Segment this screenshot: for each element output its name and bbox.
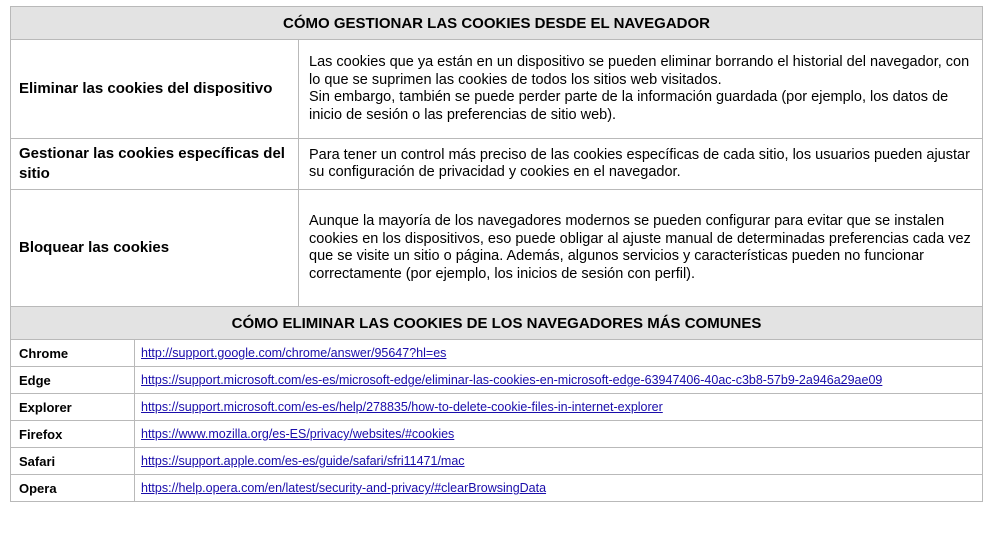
cookies-management-table xyxy=(10,6,983,502)
table-row xyxy=(11,40,983,139)
description-paragraph: Para tener un control más preciso de las cookies específicas de cada sitio, los usuarios pueden ajustar su configuración de privacidad y cookies en el navegador. xyxy=(309,146,970,180)
browser-link-safari[interactable]: https://support.apple.com/es-es/guide/safari/sfri11471/mac xyxy=(141,454,465,468)
browser-row-safari xyxy=(11,448,983,475)
row-description-delete xyxy=(299,40,983,139)
row-label-manage-site: Gestionar las cookies específicas del sitio xyxy=(11,139,299,190)
browser-name: Chrome xyxy=(11,340,135,367)
browser-link-opera[interactable]: https://help.opera.com/en/latest/security-and-privacy/#clearBrowsingData xyxy=(141,481,547,495)
section-title-manage: CÓMO GESTIONAR LAS COOKIES DESDE EL NAVEGADOR xyxy=(11,7,983,40)
browser-row-firefox xyxy=(11,421,983,448)
section-header-browsers xyxy=(11,307,983,340)
table-row xyxy=(11,190,983,307)
description-paragraph: Aunque la mayoría de los navegadores modernos se pueden configurar para evitar que se instalen cookies en los dispositivos, eso puede obligar al ajuste manual de determinadas preferencias cada vez que se visite un sitio o página. Además, algunos servicios y características pueden no funcionar correctamente (por ejemplo, los inicios de sesión con perfil). xyxy=(309,213,971,282)
browser-name: Explorer xyxy=(11,394,135,421)
browser-link-explorer[interactable]: https://support.microsoft.com/es-es/help/278835/how-to-delete-cookie-files-in-internet-explorer xyxy=(141,400,663,414)
browser-link-edge[interactable]: https://support.microsoft.com/es-es/microsoft-edge/eliminar-las-cookies-en-microsoft-edge-63947406-40ac-c3b8-57b9-2a946a29ae09 xyxy=(141,373,883,387)
browser-name: Safari xyxy=(11,448,135,475)
section-header-manage xyxy=(11,7,983,40)
browser-link-chrome[interactable]: http://support.google.com/chrome/answer/95647?hl=es xyxy=(141,346,447,360)
cookies-document xyxy=(10,6,982,502)
browser-name: Edge xyxy=(11,367,135,394)
table-row xyxy=(11,139,983,190)
browser-link-firefox[interactable]: https://www.mozilla.org/es-ES/privacy/websites/#cookies xyxy=(141,427,455,441)
browser-name: Opera xyxy=(11,475,135,502)
browser-row-edge xyxy=(11,367,983,394)
browser-row-opera xyxy=(11,475,983,502)
description-paragraph: Las cookies que ya están en un dispositivo se pueden eliminar borrando el historial del navegador, con lo que se suprimen las cookies de todos los sitios web visitados. xyxy=(309,54,970,88)
description-paragraph: Sin embargo, también se puede perder parte de la información guardada (por ejemplo, los datos de inicio de sesión o las preferencias de sitio web). xyxy=(309,89,949,123)
browser-name: Firefox xyxy=(11,421,135,448)
browser-row-chrome xyxy=(11,340,983,367)
row-description-block xyxy=(299,190,983,307)
row-label-block: Bloquear las cookies xyxy=(11,190,299,307)
row-description-manage-site xyxy=(299,139,983,190)
section-title-browsers: CÓMO ELIMINAR LAS COOKIES DE LOS NAVEGADORES MÁS COMUNES xyxy=(11,307,983,340)
browser-row-explorer xyxy=(11,394,983,421)
row-label-delete: Eliminar las cookies del dispositivo xyxy=(11,40,299,139)
